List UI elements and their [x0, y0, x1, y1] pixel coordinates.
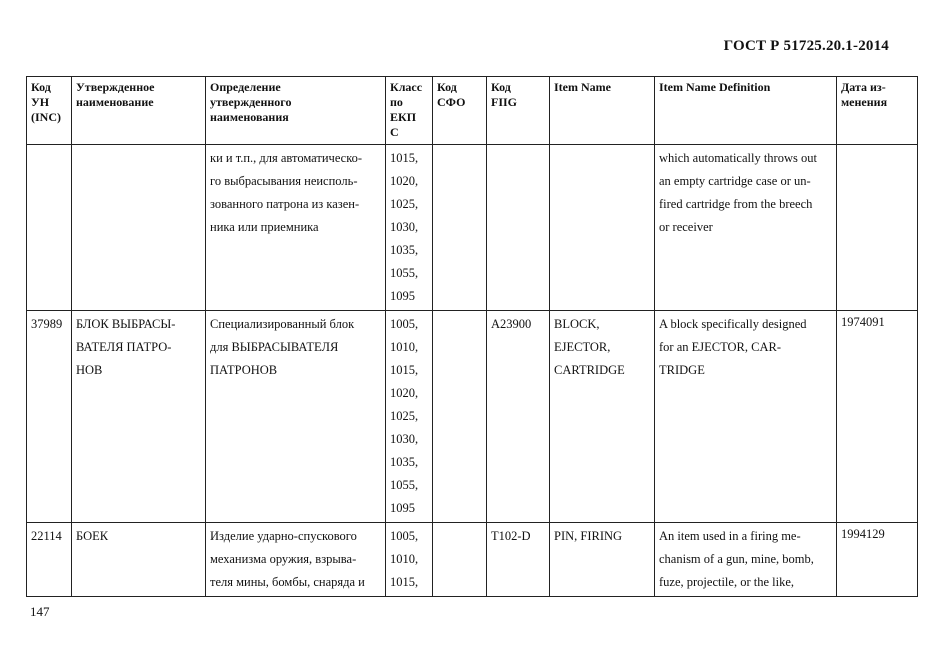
class-cell [386, 311, 433, 523]
item-name-cell [550, 145, 655, 311]
header-line: Item Name [554, 80, 611, 94]
cell-line: An item used in a firing me- [659, 529, 801, 543]
col-item-name-header [550, 77, 655, 145]
class-cell [386, 523, 433, 597]
header-line: УН [31, 95, 50, 109]
header-line: Код [437, 80, 457, 94]
cell-value: 1974091 [841, 315, 885, 329]
header-line: Класс [390, 80, 423, 94]
table-header-row [27, 77, 918, 145]
cell-line: chanism of a gun, mine, bomb, [659, 552, 814, 566]
cell-value: A23900 [491, 317, 532, 331]
header-line: Определение [210, 80, 281, 94]
cell-line: fired cartridge from the breech [659, 197, 813, 211]
definition-cell [206, 523, 386, 597]
cell-line: механизма оружия, взрыва- [210, 552, 357, 566]
header-line: С [390, 125, 399, 139]
cell-line: го выбрасывания неисполь- [210, 174, 358, 188]
cell-value: 37989 [31, 317, 63, 331]
item-definition-cell [655, 311, 837, 523]
cell-line: A block specifically designed [659, 317, 807, 331]
inc-code-cell [27, 523, 72, 597]
fiig-code-cell [487, 145, 550, 311]
class-cell [386, 145, 433, 311]
header-line: FIIG [491, 95, 518, 109]
sfo-code-cell [433, 311, 487, 523]
sfo-code-cell [433, 523, 487, 597]
cell-line: 1010, [390, 552, 419, 566]
fiig-code-cell [487, 311, 550, 523]
header-line: Утвержденное [76, 80, 155, 94]
change-date-cell [837, 145, 918, 311]
cell-line: 1030, [390, 432, 419, 446]
cell-line: fuze, projectile, or the like, [659, 575, 795, 589]
header-line: ЕКП [390, 110, 417, 124]
cell-line: EJECTOR, [554, 340, 611, 354]
col-inc-code-header [27, 77, 72, 145]
header-line: (INC) [31, 110, 61, 124]
header-line: по [390, 95, 403, 109]
col-approved-name-header [72, 77, 206, 145]
cell-line: 1005, [390, 317, 419, 331]
cell-line: Изделие ударно-спускового [210, 529, 357, 543]
cell-line: БОЕК [76, 529, 109, 543]
cell-line: 1015, [390, 151, 419, 165]
definition-cell [206, 311, 386, 523]
col-item-definition-header [655, 77, 837, 145]
cell-line: an empty cartridge case or un- [659, 174, 811, 188]
table-row [27, 311, 918, 523]
cell-line: НОВ [76, 363, 103, 377]
cell-line: 1005, [390, 529, 419, 543]
cell-line: 1015, [390, 363, 419, 377]
classification-table [26, 76, 918, 597]
header-line: СФО [437, 95, 466, 109]
cell-line: 1015, [390, 575, 419, 589]
cell-value: 22114 [31, 529, 62, 543]
col-sfo-code-header [433, 77, 487, 145]
cell-line: for an EJECTOR, CAR- [659, 340, 781, 354]
table-row [27, 523, 918, 597]
item-definition-cell [655, 145, 837, 311]
change-date-cell [837, 523, 918, 597]
page-number: 147 [30, 604, 50, 619]
cell-line: 1020, [390, 174, 419, 188]
cell-line: 1095 [390, 501, 415, 515]
header-line: Код [491, 80, 511, 94]
cell-line: BLOCK, [554, 317, 600, 331]
change-date-cell [837, 311, 918, 523]
cell-line: 1020, [390, 386, 419, 400]
fiig-code-cell [487, 523, 550, 597]
header-line: Дата из- [841, 80, 886, 94]
approved-name-cell [72, 145, 206, 311]
cell-value: T102-D [491, 529, 531, 543]
cell-line: CARTRIDGE [554, 363, 625, 377]
col-change-date-header [837, 77, 918, 145]
cell-line: 1010, [390, 340, 419, 354]
cell-line: 1035, [390, 243, 419, 257]
cell-line: 1055, [390, 266, 419, 280]
cell-line: ПАТРОНОВ [210, 363, 278, 377]
cell-line: ника или приемника [210, 220, 319, 234]
cell-line: 1095 [390, 289, 415, 303]
inc-code-cell [27, 311, 72, 523]
cell-value: 1994129 [841, 527, 885, 541]
cell-line: Специализированный блок [210, 317, 355, 331]
definition-cell [206, 145, 386, 311]
cell-line: PIN, FIRING [554, 529, 623, 543]
item-name-cell [550, 311, 655, 523]
cell-line: ВАТЕЛЯ ПАТРО- [76, 340, 172, 354]
header-line: менения [841, 95, 888, 109]
document-code: ГОСТ Р 51725.20.1-2014 [723, 38, 889, 54]
table-row [27, 145, 918, 311]
cell-line: БЛОК ВЫБРАСЫ- [76, 317, 176, 331]
header-line: Код [31, 80, 51, 94]
inc-code-cell [27, 145, 72, 311]
cell-line: TRIDGE [659, 363, 705, 377]
item-definition-cell [655, 523, 837, 597]
header-line: наименование [76, 95, 154, 109]
item-name-cell [550, 523, 655, 597]
cell-line: or receiver [659, 220, 713, 234]
cell-line: теля мины, бомбы, снаряда и [210, 575, 365, 589]
cell-line: для ВЫБРАСЫВАТЕЛЯ [210, 340, 339, 354]
cell-line: 1055, [390, 478, 419, 492]
col-class-header [386, 77, 433, 145]
header-line: утвержденного [210, 95, 292, 109]
cell-line: 1025, [390, 409, 419, 423]
header-line: наименования [210, 110, 289, 124]
cell-line: ки и т.п., для автоматическо- [210, 151, 363, 165]
col-definition-header [206, 77, 386, 145]
sfo-code-cell [433, 145, 487, 311]
approved-name-cell [72, 523, 206, 597]
cell-line: 1025, [390, 197, 419, 211]
cell-line: 1035, [390, 455, 419, 469]
header-line: Item Name Definition [659, 80, 771, 94]
cell-line: 1030, [390, 220, 419, 234]
col-fiig-code-header [487, 77, 550, 145]
approved-name-cell [72, 311, 206, 523]
cell-line: зованного патрона из казен- [210, 197, 360, 211]
cell-line: which automatically throws out [659, 151, 817, 165]
